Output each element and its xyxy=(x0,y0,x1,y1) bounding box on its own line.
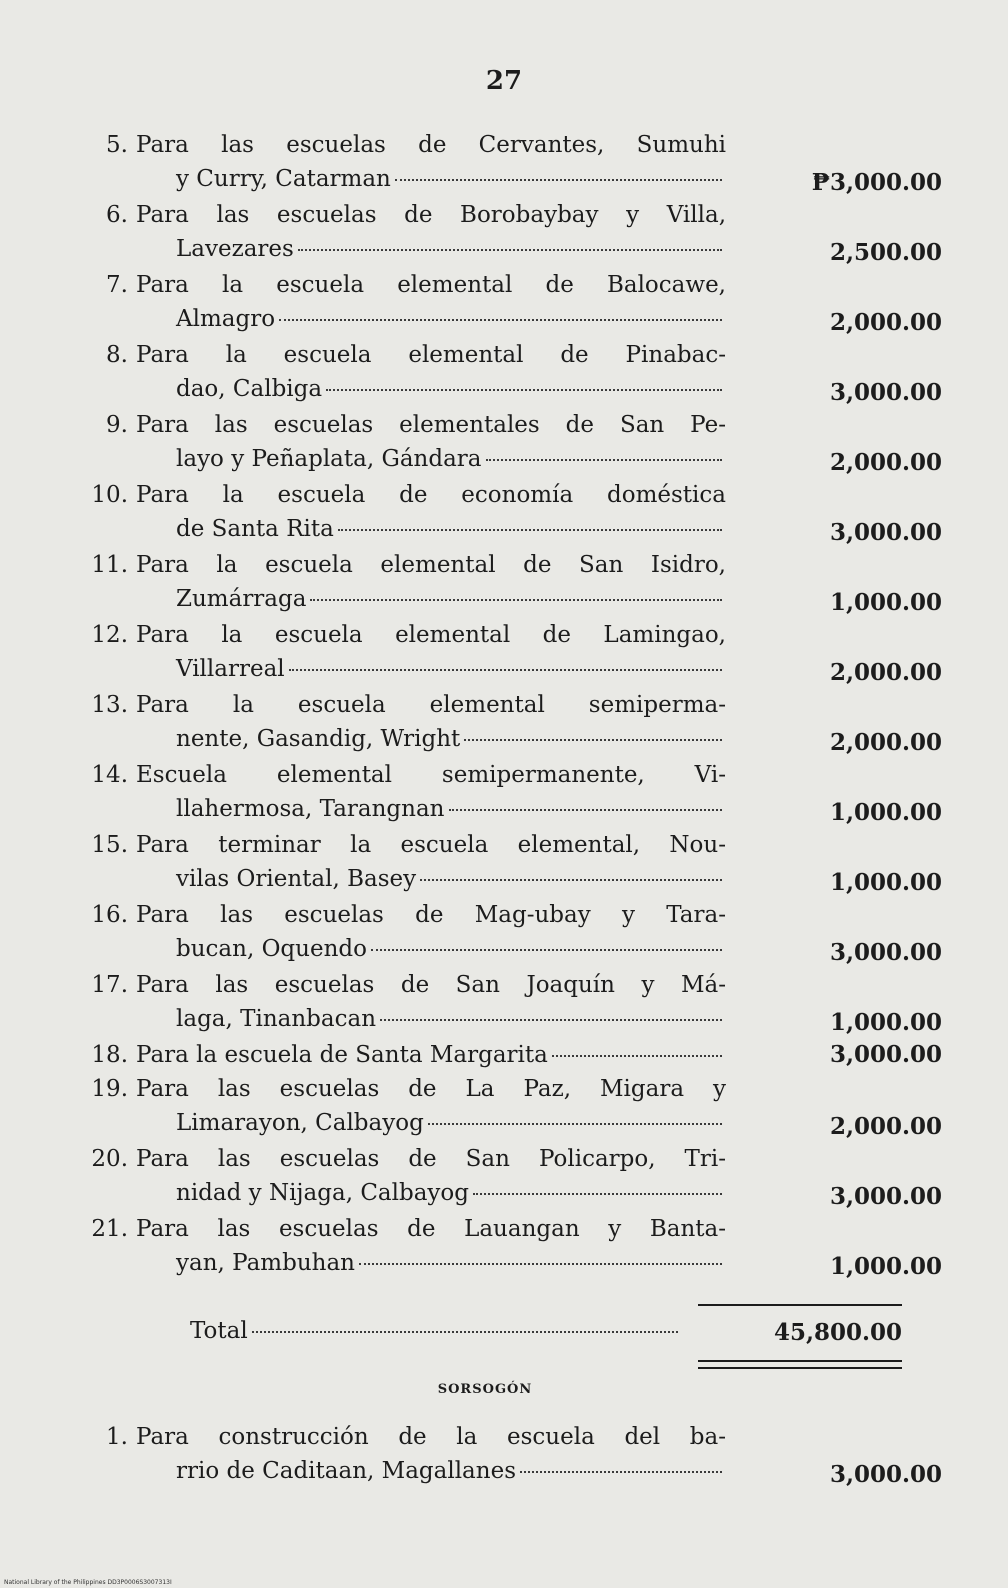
page-number: 27 xyxy=(485,66,523,96)
item-description-line1: Para terminar la escuela elemental, Nou- xyxy=(136,832,726,858)
item-description-line2 xyxy=(176,582,726,616)
dot-leader xyxy=(520,1470,722,1473)
item-description-line2 xyxy=(176,162,726,196)
item-description-text: nente, Gasandig, Wright xyxy=(176,726,461,752)
item-description-line2 xyxy=(176,932,726,966)
item-description-text: layo y Peñaplata, Gándara xyxy=(176,446,482,472)
item-description-line1: Escuela elemental semipermanente, Vi- xyxy=(136,762,726,788)
total-row xyxy=(190,1314,682,1348)
item-amount: 1,000.00 xyxy=(829,799,942,826)
list-item xyxy=(0,1038,1008,1072)
list-item xyxy=(0,338,1008,408)
item-description-line1: Para las escuelas de Mag-ubay y Tara- xyxy=(136,902,726,928)
footer-credit: National Library of the Philippines DD3P0006S3007313I xyxy=(4,1579,172,1586)
item-description-text: vilas Oriental, Basey xyxy=(176,866,417,892)
item-description-text: Para la escuela de Santa Margarita xyxy=(136,1042,548,1068)
list-item xyxy=(0,478,1008,548)
dot-leader xyxy=(380,1018,722,1021)
list-item xyxy=(0,268,1008,338)
item-description-line1: Para la escuela elemental de Lamingao, xyxy=(136,622,726,648)
item-description-line1 xyxy=(136,1038,726,1072)
dot-leader xyxy=(449,808,723,811)
item-number: 8. xyxy=(106,342,128,368)
dot-leader xyxy=(395,178,722,181)
item-description-line2 xyxy=(176,1246,726,1280)
item-amount: 2,000.00 xyxy=(829,659,942,686)
item-description-text: yan, Pambuhan xyxy=(176,1250,355,1276)
list-item xyxy=(0,1212,1008,1282)
item-description-text: bucan, Oquendo xyxy=(176,936,367,962)
double-rule xyxy=(698,1360,902,1369)
list-item xyxy=(0,198,1008,268)
item-description-line1: Para las escuelas de San Policarpo, Tri- xyxy=(136,1146,726,1172)
item-amount: 1,000.00 xyxy=(829,1009,942,1036)
dot-leader xyxy=(552,1054,722,1057)
total-amount: 45,800.00 xyxy=(773,1319,902,1346)
item-number: 20. xyxy=(91,1146,128,1172)
list-item xyxy=(0,548,1008,618)
sum-rule xyxy=(698,1304,902,1306)
dot-leader xyxy=(326,388,722,391)
item-description-line2 xyxy=(176,652,726,686)
item-description-line1: Para las escuelas de Borobaybay y Villa, xyxy=(136,202,726,228)
item-number: 19. xyxy=(91,1076,128,1102)
item-description-line1: Para la escuela elemental de San Isidro, xyxy=(136,552,726,578)
item-amount: 3,000.00 xyxy=(829,1461,942,1488)
item-number: 1. xyxy=(106,1424,128,1450)
dot-leader xyxy=(252,1330,678,1333)
item-description-line1: Para las escuelas elementales de San Pe- xyxy=(136,412,726,438)
list-item xyxy=(0,128,1008,198)
total-label: Total xyxy=(190,1318,248,1344)
item-description-line1: Para la escuela de economía doméstica xyxy=(136,482,726,508)
item-amount: 3,000.00 xyxy=(829,939,942,966)
item-description-line1: Para la escuela elemental semiperma- xyxy=(136,692,726,718)
item-amount: 2,500.00 xyxy=(829,239,942,266)
item-description-line2 xyxy=(176,792,726,826)
dot-leader xyxy=(298,248,722,251)
item-description-text: Almagro xyxy=(176,306,276,332)
dot-leader xyxy=(473,1192,722,1195)
item-number: 16. xyxy=(91,902,128,928)
list-item xyxy=(0,1420,1008,1490)
dot-leader xyxy=(359,1262,722,1265)
item-description-line2 xyxy=(176,512,726,546)
dot-leader xyxy=(464,738,722,741)
item-description-text: llahermosa, Tarangnan xyxy=(176,796,445,822)
item-description-line2 xyxy=(176,232,726,266)
item-amount: 3,000.00 xyxy=(829,1183,942,1210)
dot-leader xyxy=(371,948,722,951)
item-description-line1: Para construcción de la escuela del ba- xyxy=(136,1424,726,1450)
dot-leader xyxy=(486,458,722,461)
item-description-line2 xyxy=(176,1106,726,1140)
item-description-line1: Para la escuela elemental de Pinabac- xyxy=(136,342,726,368)
item-description-line2 xyxy=(176,1002,726,1036)
item-number: 10. xyxy=(91,482,128,508)
list-item xyxy=(0,688,1008,758)
list-item xyxy=(0,1142,1008,1212)
item-amount: 1,000.00 xyxy=(829,869,942,896)
item-description-line1: Para las escuelas de Lauangan y Banta- xyxy=(136,1216,726,1242)
item-amount: 1,000.00 xyxy=(829,1253,942,1280)
item-amount: 2,000.00 xyxy=(829,449,942,476)
list-item xyxy=(0,828,1008,898)
item-description-text: Limarayon, Calbayog xyxy=(176,1110,424,1136)
item-number: 17. xyxy=(91,972,128,998)
item-number: 11. xyxy=(91,552,128,578)
item-description-line2 xyxy=(176,722,726,756)
item-number: 21. xyxy=(91,1216,128,1242)
item-amount: 3,000.00 xyxy=(829,1041,942,1068)
section-heading: SORSOGÓN xyxy=(437,1382,533,1397)
item-amount: 2,000.00 xyxy=(829,1113,942,1140)
item-number: 5. xyxy=(106,132,128,158)
item-number: 18. xyxy=(91,1042,128,1068)
item-description-line2 xyxy=(176,1176,726,1210)
item-amount: 2,000.00 xyxy=(829,309,942,336)
item-number: 15. xyxy=(91,832,128,858)
item-amount: 3,000.00 xyxy=(829,519,942,546)
item-description-line1: Para la escuela elemental de Balocawe, xyxy=(136,272,726,298)
item-description-line2 xyxy=(176,302,726,336)
item-number: 9. xyxy=(106,412,128,438)
appropriation-list xyxy=(0,128,1008,1282)
dot-leader xyxy=(428,1122,722,1125)
list-item xyxy=(0,898,1008,968)
item-description-line1: Para las escuelas de San Joaquín y Má- xyxy=(136,972,726,998)
item-description-text: dao, Calbiga xyxy=(176,376,323,402)
item-description-text: de Santa Rita xyxy=(176,516,334,542)
item-description-line2 xyxy=(176,372,726,406)
dot-leader xyxy=(310,598,722,601)
dot-leader xyxy=(420,878,722,881)
item-amount: ₱3,000.00 xyxy=(811,169,942,196)
item-description-line2 xyxy=(176,442,726,476)
list-item xyxy=(0,968,1008,1038)
item-description-line2 xyxy=(176,862,726,896)
list-item xyxy=(0,618,1008,688)
item-description-text: Lavezares xyxy=(176,236,294,262)
item-number: 13. xyxy=(91,692,128,718)
list-item xyxy=(0,758,1008,828)
item-description-text: rrio de Caditaan, Magallanes xyxy=(176,1458,516,1484)
dot-leader xyxy=(289,668,722,671)
item-amount: 1,000.00 xyxy=(829,589,942,616)
item-description-text: laga, Tinanbacan xyxy=(176,1006,377,1032)
item-amount: 2,000.00 xyxy=(829,729,942,756)
item-description-text: Villarreal xyxy=(176,656,285,682)
item-amount: 3,000.00 xyxy=(829,379,942,406)
list-item xyxy=(0,408,1008,478)
item-description-text: y Curry, Catarman xyxy=(176,166,391,192)
dot-leader xyxy=(279,318,722,321)
item-number: 12. xyxy=(91,622,128,648)
item-description-text: Zumárraga xyxy=(176,586,307,612)
item-number: 14. xyxy=(91,762,128,788)
list-item xyxy=(0,1072,1008,1142)
item-description-line2 xyxy=(176,1454,726,1488)
item-number: 7. xyxy=(106,272,128,298)
item-description-text: nidad y Nijaga, Calbayog xyxy=(176,1180,469,1206)
dot-leader xyxy=(338,528,722,531)
sorsogon-list xyxy=(0,1420,1008,1490)
item-number: 6. xyxy=(106,202,128,228)
item-description-line1: Para las escuelas de Cervantes, Sumuhi xyxy=(136,132,726,158)
item-description-line1: Para las escuelas de La Paz, Migara y xyxy=(136,1076,726,1102)
